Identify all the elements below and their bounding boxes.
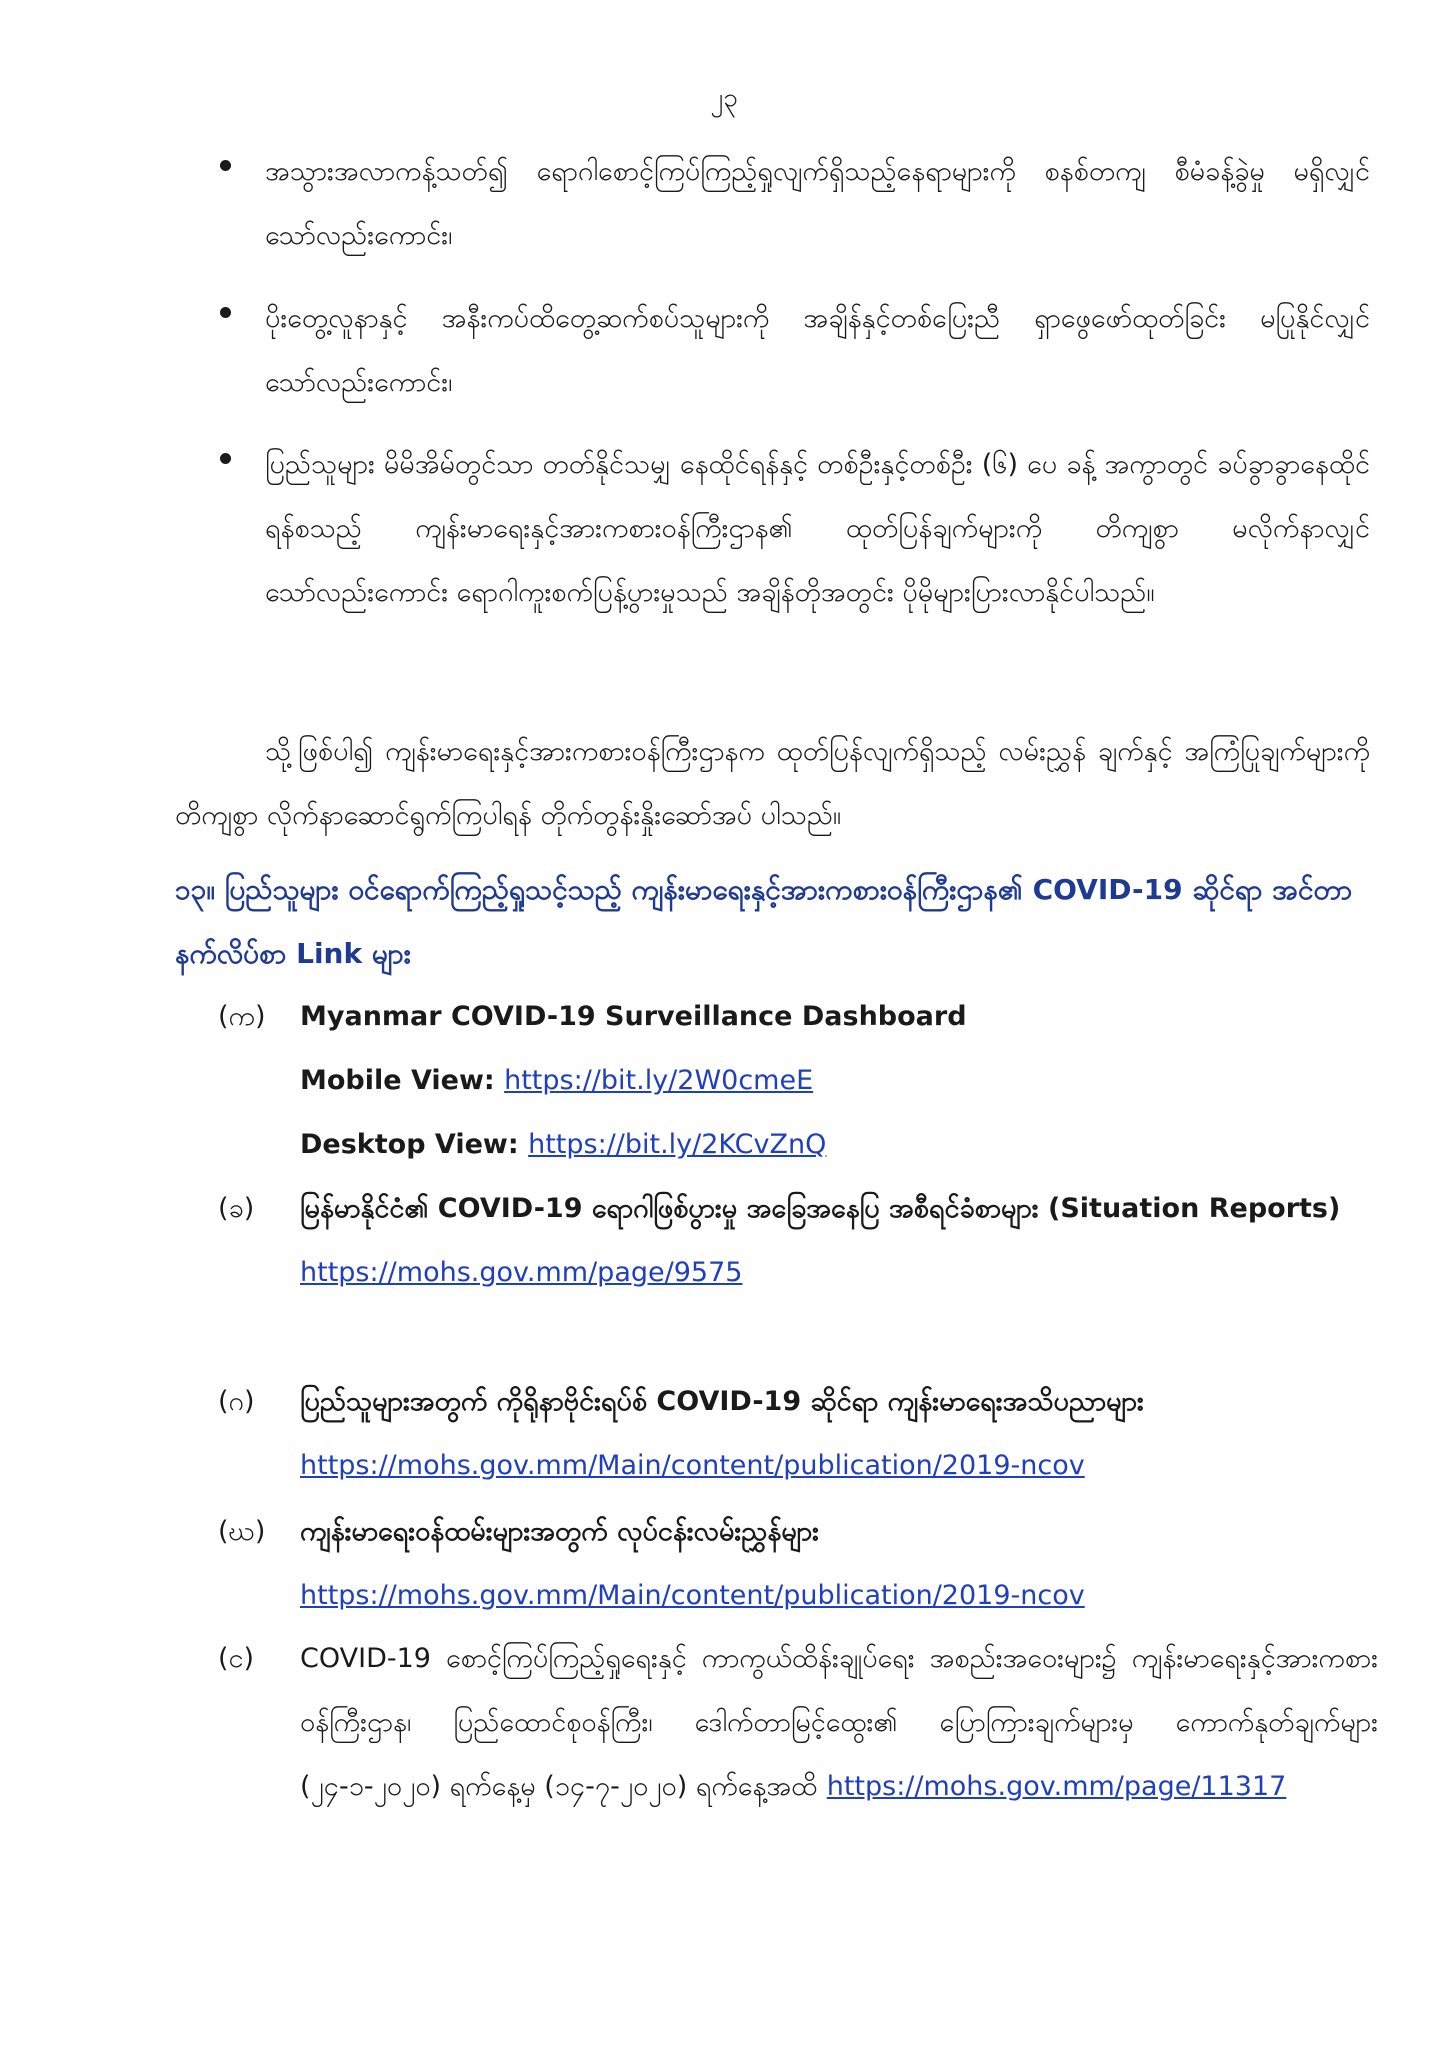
situation-reports-link[interactable]: https://mohs.gov.mm/page/9575: [300, 1257, 743, 1288]
bullet-icon: [220, 453, 231, 464]
bullet-text: အသွားအလာကန့်သတ်၍ ရောဂါစောင့်ကြပ်ကြည့်ရှုလျက်ရှိသည့်နေရာများကို စနစ်တကျ စီမံခန့်ခွဲမှု မရှိလျှင်သော်လည်းကောင်း၊: [265, 156, 1370, 251]
mobile-view-link[interactable]: https://bit.ly/2W0cmeE: [504, 1065, 814, 1096]
link-item-d: [218, 1500, 1378, 1628]
public-knowledge-link[interactable]: https://mohs.gov.mm/Main/content/publication/2019-ncov: [300, 1450, 1085, 1481]
section-heading: ၁၃။ ပြည်သူများ ဝင်ရောက်ကြည့်ရှုသင့်သည့် ကျန်းမာရေးနှင့်အားကစားဝန်ကြီးဌာန၏ COVID-19 ဆိုင်ရာ အင်တာနက်လိပ်စာ Link များ: [175, 873, 1353, 970]
minister-remarks-link[interactable]: https://mohs.gov.mm/page/11317: [826, 1771, 1287, 1802]
bullet-item: [220, 287, 1370, 415]
bullet-text: ပိုးတွေ့လူနာနှင့် အနီးကပ်ထိတွေ့ဆက်စပ်သူများကို အချိန်နှင့်တစ်ပြေးညီ ရှာဖွေဖော်ထုတ်ခြင်း မပြုနိုင်လျှင်သော်လည်းကောင်း၊: [265, 303, 1370, 398]
item-title: ပြည်သူများအတွက် ကိုရိုနာဗိုင်းရပ်စ် COVID-19 ဆိုင်ရာ ကျန်းမာရေးအသိပညာများ: [300, 1386, 1144, 1417]
closing-paragraph: သို့ဖြစ်ပါ၍ ကျန်းမာရေးနှင့်အားကစားဝန်ကြီးဌာနက ထုတ်ပြန်လျက်ရှိသည့် လမ်းညွှန် ချက်နှင့် အကြံပြုချက်များကို တိကျစွာ လိုက်နာဆောင်ရွက်ကြပါရန် တိုက်တွန်းနှိုးဆော်အပ် ပါသည်။: [175, 736, 1370, 831]
item-title: မြန်မာနိုင်ငံ၏ COVID-19 ရောဂါဖြစ်ပွားမှု အခြေအနေပြ အစီရင်ခံစာများ (Situation Reports): [300, 1193, 1341, 1224]
desktop-view-link[interactable]: https://bit.ly/2KCvZnQ: [528, 1129, 827, 1160]
item-label: (ခ): [218, 1193, 255, 1224]
item-title: Myanmar COVID-19 Surveillance Dashboard: [300, 1001, 967, 1032]
link-item-a: [218, 985, 1378, 1177]
item-title: ကျန်းမာရေးဝန်ထမ်းများအတွက် လုပ်ငန်းလမ်းညွှန်များ: [300, 1516, 819, 1547]
item-text: COVID-19 စောင့်ကြပ်ကြည့်ရှုရေးနှင့် ကာကွယ်ထိန်းချုပ်ရေး အစည်းအဝေးများ၌ ကျန်းမာရေးနှင့်အားကစားဝန်ကြီးဌာန၊ ပြည်ထောင်စုဝန်ကြီး၊ ဒေါက်တာမြင့်ထွေး၏ ပြောကြားချက်များမှ ကောက်နုတ်ချက်များ (၂၄-၁-၂၀၂၀) ရက်နေ့မှ (၁၄-၇-၂၀၂၀) ရက်နေ့အထိ: [300, 1643, 1378, 1802]
bullet-text: ပြည်သူများ မိမိအိမ်တွင်သာ တတ်နိုင်သမျှ နေထိုင်ရန်နှင့် တစ်ဦးနှင့်တစ်ဦး (၆) ပေ ခန့် အကွာတွင် ခပ်ခွာခွာနေထိုင်ရန်စသည့် ကျန်းမာရေးနှင့်အားကစားဝန်ကြီးဌာန၏ ထုတ်ပြန်ချက်များကို တိကျစွာ မလိုက်နာလျှင်သော်လည်းကောင်း ရောဂါကူးစက်ပြန့်ပွားမှုသည် အချိန်တိုအတွင်း ပိုမိုများပြားလာနိုင်ပါသည်။: [265, 449, 1370, 608]
page-number: ၂၃: [710, 83, 738, 113]
item-label: (ဂ): [218, 1386, 255, 1417]
bullet-icon: [220, 307, 231, 318]
item-label: (ဃ): [218, 1516, 266, 1547]
bullet-item: [220, 140, 1370, 268]
bullet-icon: [220, 160, 231, 171]
link-item-b: [218, 1177, 1378, 1305]
item-label: (က): [218, 1001, 266, 1032]
bullet-item: [220, 433, 1370, 625]
health-worker-guidelines-link[interactable]: https://mohs.gov.mm/Main/content/publication/2019-ncov: [300, 1580, 1085, 1611]
link-item-e: [218, 1627, 1378, 1819]
item-label: (င): [218, 1643, 255, 1674]
mobile-view-label: Mobile View:: [300, 1065, 495, 1096]
desktop-view-label: Desktop View:: [300, 1129, 519, 1160]
link-item-c: [218, 1370, 1378, 1498]
